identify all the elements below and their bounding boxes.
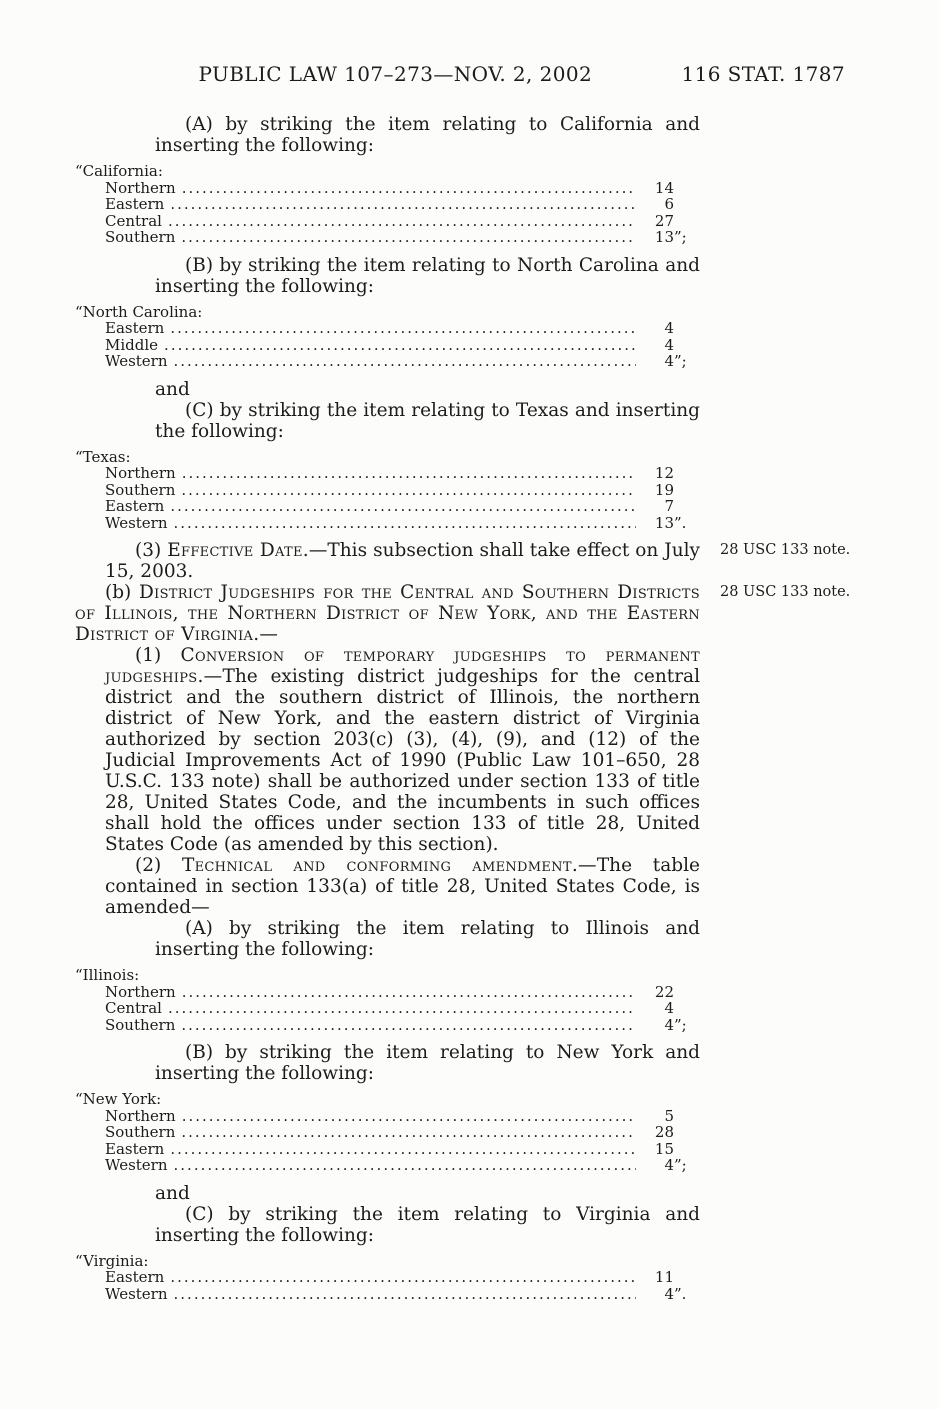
table-row: [105, 1000, 700, 1017]
judgeship-count: 4: [664, 352, 674, 370]
paragraph-A-illinois: (A) by striking the item relating to Illinois and inserting the following:: [155, 918, 700, 960]
paragraph-B-north-carolina: (B) by striking the item relating to North Carolina and inserting the following:: [155, 254, 700, 297]
dot-leader: [181, 229, 636, 246]
table-title-illinois: “Illinois:: [75, 966, 140, 984]
row-punctuation: ”;: [674, 1156, 687, 1174]
dot-leader: [174, 1286, 636, 1303]
paragraph-C-texas: (C) by striking the item relating to Texas and inserting the following:: [155, 399, 700, 442]
para-number: (1): [135, 645, 181, 666]
district-label: Eastern: [105, 1139, 165, 1158]
table-row: [105, 1124, 700, 1141]
statute-body: [0, 86, 940, 1302]
table-title-virginia: “Virginia:: [75, 1251, 149, 1270]
paragraph-2-technical-amendment: [105, 855, 700, 918]
paragraph-b-district-judgeships: [75, 582, 851, 645]
district-label: Central: [105, 211, 162, 230]
para-number: (2): [135, 855, 182, 876]
district-label: Southern: [105, 1015, 176, 1034]
small-caps-heading: Effective Date.: [167, 540, 309, 561]
district-label: Northern: [105, 464, 176, 482]
table-row: [105, 353, 700, 370]
district-label: Central: [105, 999, 162, 1017]
district-label: Middle: [105, 335, 159, 354]
dot-leader: [170, 196, 636, 213]
judgeship-count: 15: [654, 1139, 674, 1158]
table-row: [105, 515, 700, 532]
paragraph-B-new-york: (B) by striking the item relating to New York and inserting the following:: [155, 1042, 700, 1084]
running-head: [0, 0, 940, 86]
para-number: (b): [105, 582, 140, 603]
small-caps-heading: Conversion of temporary judgeships to permanent judgeships.—: [105, 645, 701, 687]
para-text: The table contained in section 133(a) of title 28, United States Code, is amended—: [105, 855, 700, 918]
judgeship-count: 4: [664, 1156, 674, 1174]
margin-note: 28 USC 133 note.: [720, 584, 851, 600]
paragraph-C-virginia: (C) by striking the item relating to Virginia and inserting the following:: [155, 1203, 700, 1246]
stat-page-number: 116 STAT. 1787: [681, 62, 845, 86]
judgeship-count: 28: [654, 1123, 674, 1141]
district-label: Northern: [105, 1106, 176, 1125]
table-row: [105, 337, 700, 354]
table-virginia: [75, 1253, 700, 1303]
table-row: [105, 1269, 700, 1286]
judgeship-count: 7: [664, 497, 674, 515]
table-new-york: [75, 1091, 700, 1174]
table-illinois: [75, 967, 700, 1033]
dot-leader: [182, 1108, 636, 1125]
dot-leader: [182, 465, 636, 482]
dot-leader: [168, 213, 636, 230]
table-row: [105, 1017, 700, 1034]
dot-leader: [181, 1017, 636, 1034]
table-row: [105, 196, 700, 213]
district-label: Eastern: [105, 497, 165, 515]
table-texas: [75, 449, 700, 532]
table-california: [75, 163, 700, 246]
row-punctuation: ”;: [674, 228, 687, 246]
district-label: Northern: [105, 982, 176, 1001]
table-row: [105, 498, 700, 515]
dot-leader: [170, 498, 636, 515]
judgeship-count: 4: [664, 999, 674, 1017]
table-row: [105, 229, 700, 246]
district-label: Eastern: [105, 1268, 165, 1286]
table-row: [105, 1157, 700, 1174]
district-label: Eastern: [105, 319, 165, 337]
judgeship-count: 13: [654, 228, 674, 246]
district-label: Western: [105, 513, 168, 532]
para-text: —This subsection shall take effect on July 15, 2003.: [105, 540, 700, 582]
dot-leader: [181, 1124, 636, 1141]
table-title-california: “California:: [75, 162, 163, 180]
judgeship-count: 4: [664, 335, 674, 354]
small-caps-heading: District Judgeships for the Central and Southern Districts of Illinois, the Northern District of New York, and the Eastern District of Virginia.—: [75, 582, 700, 645]
row-punctuation: ”.: [674, 513, 687, 532]
district-label: Southern: [105, 228, 176, 246]
table-row: [105, 465, 700, 482]
table-row: [105, 1108, 700, 1125]
district-label: Southern: [105, 480, 176, 499]
judgeship-count: 4: [664, 1015, 674, 1034]
judgeship-count: 5: [664, 1106, 674, 1125]
para-text: The existing district judgeships for the central district and the southern district of Illinois, the northern district of New York, and the eastern district of Virginia authorized by section 203(c) (3), (4), (9), and (12) of the Judicial Improvements Act of 1990 (Public Law 101–650, 28 U.S.C. 133 note) shall be authorized under section 133 of title 28, United States Code, and the incumbents in such offices shall hold the offices under section 133 of title 28, United States Code (as amended by this section).: [105, 666, 700, 855]
para-number: (3): [135, 540, 168, 561]
row-punctuation: ”.: [674, 1284, 687, 1303]
dot-leader: [174, 515, 636, 532]
dot-leader: [168, 1000, 636, 1017]
judgeship-count: 12: [654, 464, 674, 482]
dot-leader: [174, 353, 636, 370]
small-caps-heading: Technical and conforming amendment.—: [182, 855, 597, 876]
table-row: [105, 320, 700, 337]
dot-leader: [181, 482, 636, 499]
table-row: [105, 1286, 700, 1303]
dot-leader: [164, 337, 636, 354]
paragraph-1-conversion: [105, 645, 700, 855]
dot-leader: [182, 984, 636, 1001]
paragraph-A-california: (A) by striking the item relating to California and inserting the following:: [155, 114, 700, 156]
judgeship-count: 19: [654, 480, 674, 499]
row-punctuation: ”;: [674, 1015, 687, 1034]
table-row: [105, 1141, 700, 1158]
judgeship-count: 4: [664, 1284, 674, 1303]
judgeship-count: 11: [654, 1268, 674, 1286]
connector-and: and: [155, 378, 190, 400]
judgeship-count: 6: [664, 195, 674, 213]
district-label: Western: [105, 1156, 168, 1174]
paragraph-3-effective-date: [105, 540, 851, 582]
judgeship-count: 27: [654, 211, 674, 230]
margin-note: 28 USC 133 note.: [720, 542, 851, 558]
judgeship-count: 13: [654, 513, 674, 532]
judgeship-count: 22: [654, 982, 674, 1001]
dot-leader: [170, 320, 636, 337]
dot-leader: [170, 1269, 636, 1286]
table-title-texas: “Texas:: [75, 447, 131, 466]
judgeship-count: 4: [664, 319, 674, 337]
table-row: [105, 180, 700, 197]
dot-leader: [174, 1157, 636, 1174]
table-row: [105, 213, 700, 230]
table-title-north-carolina: “North Carolina:: [75, 302, 203, 321]
public-law-heading: PUBLIC LAW 107–273—NOV. 2, 2002: [198, 62, 593, 86]
table-row: [105, 984, 700, 1001]
district-label: Western: [105, 352, 168, 370]
district-label: Western: [105, 1284, 168, 1303]
table-row: [105, 482, 700, 499]
dot-leader: [170, 1141, 636, 1158]
dot-leader: [182, 180, 636, 197]
district-label: Northern: [105, 178, 176, 197]
table-title-new-york: “New York:: [75, 1090, 162, 1108]
row-punctuation: ”;: [674, 352, 687, 370]
judgeship-count: 14: [654, 178, 674, 197]
table-north-carolina: [75, 304, 700, 370]
connector-and: and: [155, 1182, 190, 1204]
district-label: Eastern: [105, 195, 165, 213]
district-label: Southern: [105, 1123, 176, 1141]
